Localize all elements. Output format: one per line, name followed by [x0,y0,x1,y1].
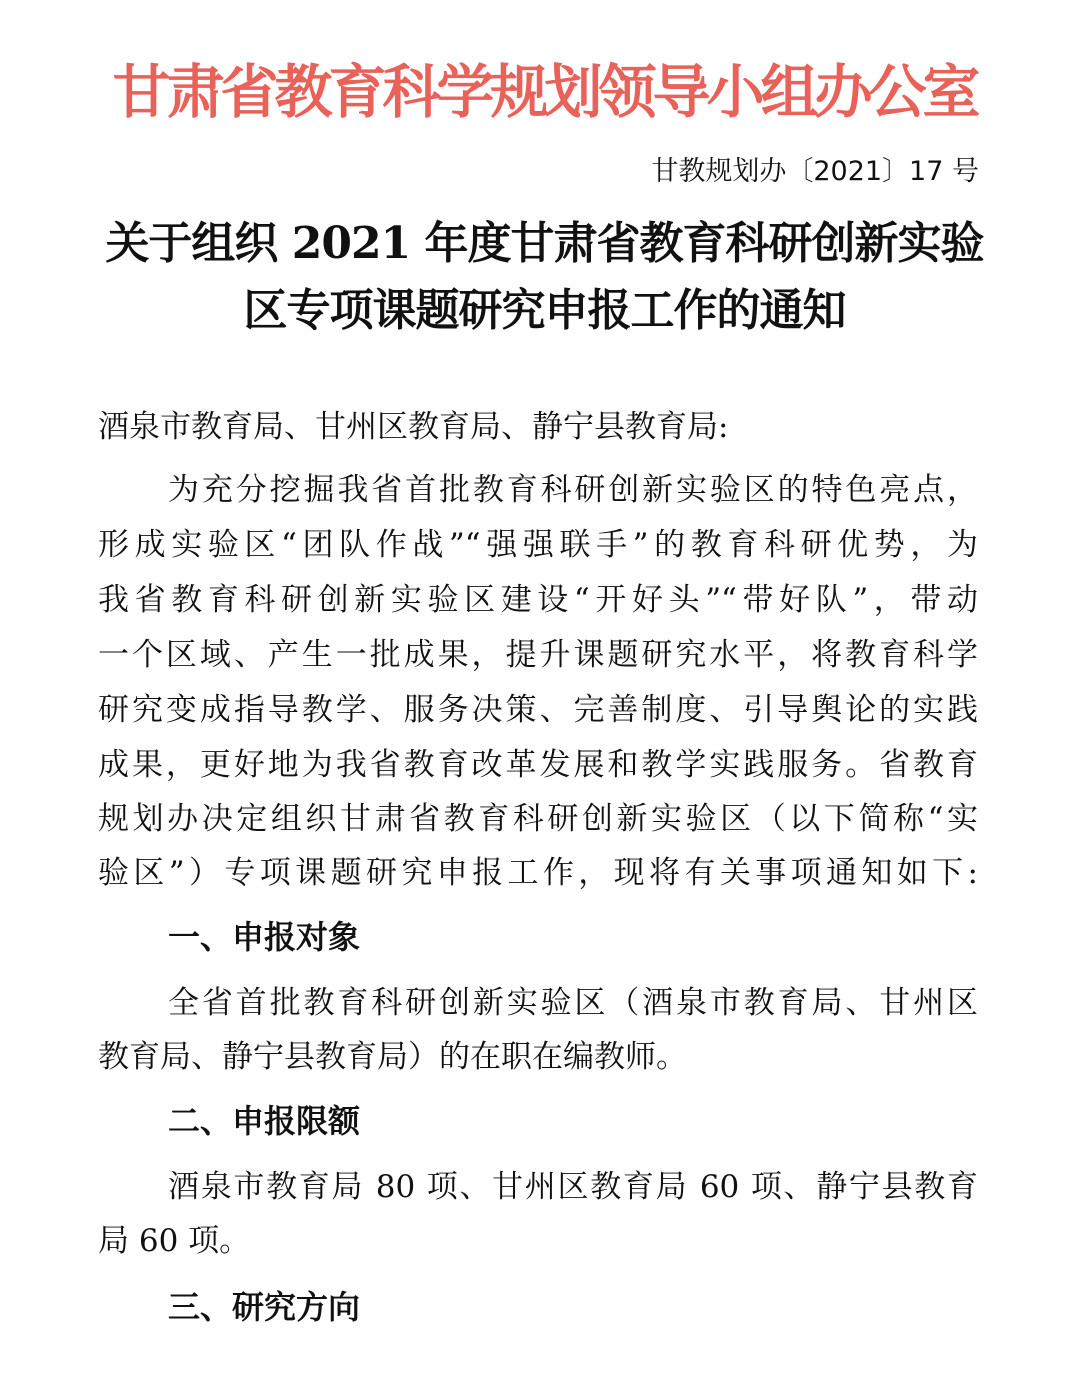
intro-line: 验区”）专项课题研究申报工作，现将有关事项通知如下: [98,855,978,891]
section-heading-quota: 二、申报限额 [168,1102,361,1140]
intro-line: 形成实验区“团队作战”“强强联手”的教育科研优势，为 [98,527,978,563]
document-title-line-2: 区专项课题研究申报工作的通知 [243,285,846,336]
intro-line: 我省教育科研创新实验区建设“开好头”“带好队”，带动 [98,582,978,618]
issuing-office-header: 甘肃省教育科学规划领导小组办公室 [112,58,977,126]
intro-line: 成果，更好地为我省教育改革发展和教学实践服务。省教育 [98,747,978,783]
document-number: 甘教规划办〔2021〕17 号 [651,156,979,187]
document-title-line-1: 关于组织 2021 年度甘肃省教育科研创新实验 [105,218,984,269]
section-paragraph-line: 局 60 项。 [98,1223,251,1259]
section-paragraph-line: 教育局、静宁县教育局）的在职在编教师。 [98,1039,687,1075]
intro-line: 一个区域、产生一批成果，提升课题研究水平，将教育科学 [98,637,978,673]
intro-line: 规划办决定组织甘肃省教育科研创新实验区（以下简称“实 [98,801,978,837]
intro-line: 研究变成指导教学、服务决策、完善制度、引导舆论的实践 [98,692,978,728]
section-heading-applicants: 一、申报对象 [168,918,361,956]
section-heading-research-direction: 三、研究方向 [168,1288,361,1326]
addressee-line: 酒泉市教育局、甘州区教育局、静宁县教育局: [98,409,729,445]
section-paragraph-line: 全省首批教育科研创新实验区（酒泉市教育局、甘州区 [168,985,978,1021]
section-paragraph-line: 酒泉市教育局 80 项、甘州区教育局 60 项、静宁县教育 [168,1169,978,1205]
intro-line: 为充分挖掘我省首批教育科研创新实验区的特色亮点， [168,472,978,508]
